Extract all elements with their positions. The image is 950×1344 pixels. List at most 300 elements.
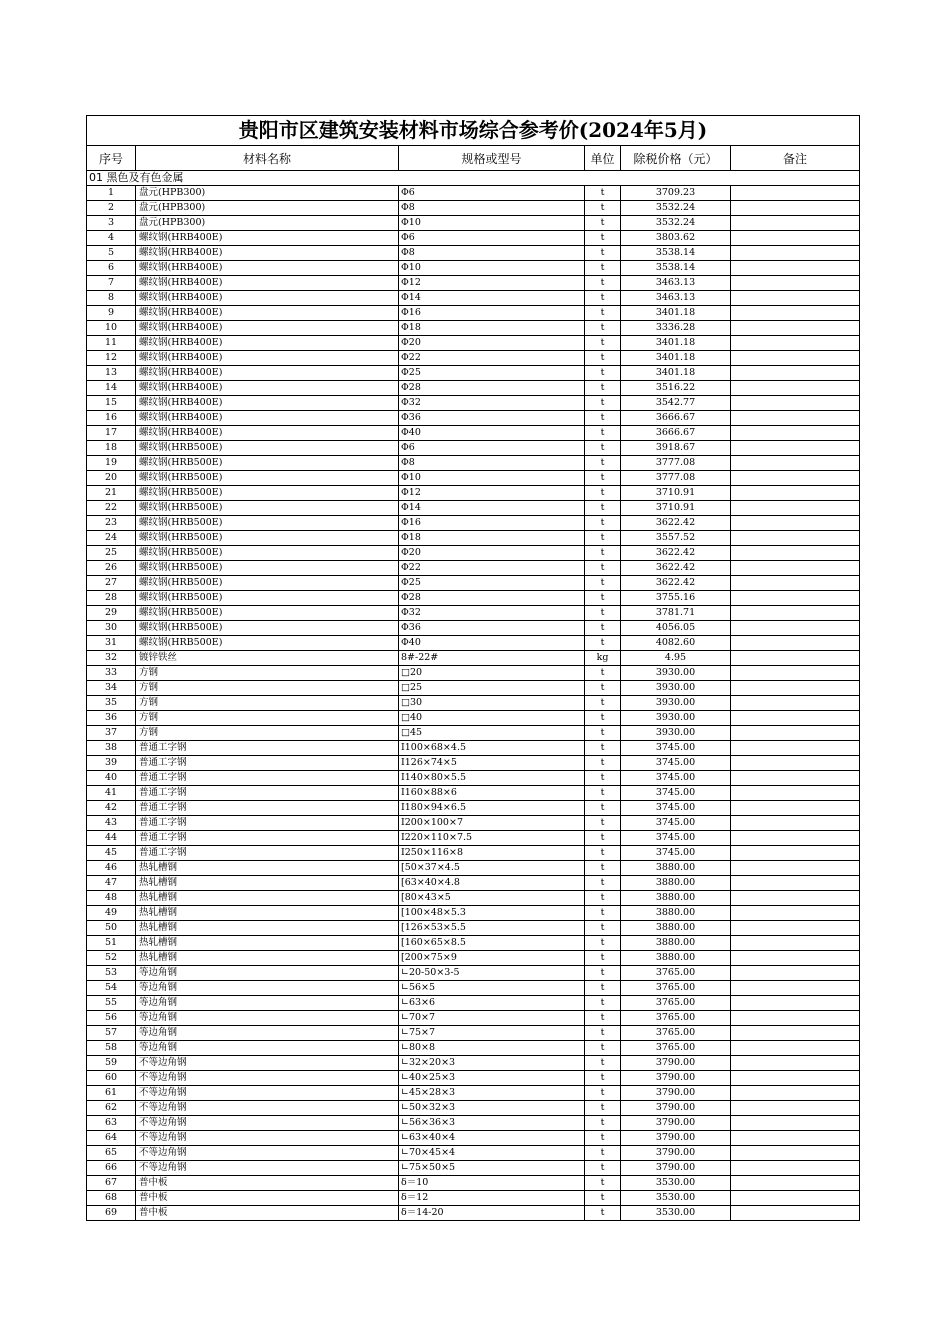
row-no: 33 (87, 666, 136, 681)
row-price: 3930.00 (621, 726, 731, 741)
row-name: 不等边角钢 (136, 1116, 399, 1131)
row-note (731, 1116, 860, 1131)
row-unit: t (585, 636, 621, 651)
row-name: 热轧槽钢 (136, 951, 399, 966)
table-row (87, 246, 860, 261)
row-spec: Φ16 (399, 516, 585, 531)
table-row (87, 801, 860, 816)
price-table (86, 115, 860, 1221)
row-note (731, 816, 860, 831)
row-spec: Φ14 (399, 501, 585, 516)
row-no: 38 (87, 741, 136, 756)
row-no: 29 (87, 606, 136, 621)
row-unit: t (585, 441, 621, 456)
row-price: 3622.42 (621, 576, 731, 591)
row-name: 螺纹钢(HRB500E) (136, 531, 399, 546)
row-no: 18 (87, 441, 136, 456)
row-no: 42 (87, 801, 136, 816)
row-spec: Φ28 (399, 591, 585, 606)
row-no: 59 (87, 1056, 136, 1071)
row-price: 3790.00 (621, 1161, 731, 1176)
row-note (731, 726, 860, 741)
row-price: 3745.00 (621, 741, 731, 756)
row-name: 螺纹钢(HRB400E) (136, 411, 399, 426)
row-no: 22 (87, 501, 136, 516)
row-spec: δ＝10 (399, 1176, 585, 1191)
row-price: 3745.00 (621, 846, 731, 861)
row-no: 9 (87, 306, 136, 321)
row-name: 普中板 (136, 1206, 399, 1221)
row-unit: t (585, 276, 621, 291)
row-spec: ∟70×45×4 (399, 1146, 585, 1161)
row-name: 镀锌铁丝 (136, 651, 399, 666)
row-spec: Φ8 (399, 246, 585, 261)
row-name: 螺纹钢(HRB400E) (136, 426, 399, 441)
row-note (731, 771, 860, 786)
row-unit: t (585, 576, 621, 591)
row-no: 51 (87, 936, 136, 951)
row-price: 3880.00 (621, 876, 731, 891)
row-unit: t (585, 1206, 621, 1221)
row-spec: Φ32 (399, 396, 585, 411)
row-note (731, 1041, 860, 1056)
row-no: 67 (87, 1176, 136, 1191)
row-no: 58 (87, 1041, 136, 1056)
row-unit: t (585, 801, 621, 816)
row-unit: t (585, 681, 621, 696)
row-price: 3538.14 (621, 261, 731, 276)
row-spec: □40 (399, 711, 585, 726)
row-name: 普通工字钢 (136, 831, 399, 846)
row-unit: t (585, 501, 621, 516)
row-no: 52 (87, 951, 136, 966)
row-name: 普中板 (136, 1191, 399, 1206)
row-name: 普通工字钢 (136, 786, 399, 801)
row-price: 3532.24 (621, 201, 731, 216)
row-no: 19 (87, 456, 136, 471)
row-name: 等边角钢 (136, 1041, 399, 1056)
row-price: 3538.14 (621, 246, 731, 261)
row-unit: t (585, 1086, 621, 1101)
row-no: 24 (87, 531, 136, 546)
row-spec: I126×74×5 (399, 756, 585, 771)
row-unit: t (585, 1116, 621, 1131)
row-unit: t (585, 456, 621, 471)
row-no: 39 (87, 756, 136, 771)
row-note (731, 531, 860, 546)
row-name: 螺纹钢(HRB500E) (136, 636, 399, 651)
row-price: 3765.00 (621, 966, 731, 981)
table-row (87, 1056, 860, 1071)
row-note (731, 681, 860, 696)
row-spec: [63×40×4.8 (399, 876, 585, 891)
row-no: 20 (87, 471, 136, 486)
row-price: 3790.00 (621, 1071, 731, 1086)
table-row (87, 1026, 860, 1041)
row-no: 35 (87, 696, 136, 711)
row-unit: t (585, 906, 621, 921)
row-unit: t (585, 321, 621, 336)
row-price: 3790.00 (621, 1101, 731, 1116)
row-price: 3880.00 (621, 951, 731, 966)
row-unit: t (585, 1146, 621, 1161)
row-spec: Φ36 (399, 411, 585, 426)
row-name: 普通工字钢 (136, 741, 399, 756)
row-unit: t (585, 336, 621, 351)
row-spec: [100×48×5.3 (399, 906, 585, 921)
row-no: 31 (87, 636, 136, 651)
table-row (87, 381, 860, 396)
row-name: 热轧槽钢 (136, 936, 399, 951)
row-unit: t (585, 216, 621, 231)
row-price: 3745.00 (621, 786, 731, 801)
row-no: 28 (87, 591, 136, 606)
table-row (87, 291, 860, 306)
row-unit: t (585, 306, 621, 321)
row-spec: I160×88×6 (399, 786, 585, 801)
table-row (87, 621, 860, 636)
table-row (87, 726, 860, 741)
row-price: 3790.00 (621, 1146, 731, 1161)
table-row (87, 396, 860, 411)
table-row (87, 186, 860, 201)
row-name: 不等边角钢 (136, 1146, 399, 1161)
row-no: 30 (87, 621, 136, 636)
row-name: 热轧槽钢 (136, 906, 399, 921)
row-price: 3790.00 (621, 1086, 731, 1101)
row-note (731, 576, 860, 591)
row-unit: t (585, 1101, 621, 1116)
table-row (87, 591, 860, 606)
row-spec: δ＝14-20 (399, 1206, 585, 1221)
row-spec: I180×94×6.5 (399, 801, 585, 816)
row-price: 3710.91 (621, 501, 731, 516)
row-unit: t (585, 396, 621, 411)
row-price: 4056.05 (621, 621, 731, 636)
row-no: 69 (87, 1206, 136, 1221)
row-note (731, 951, 860, 966)
row-price: 3777.08 (621, 456, 731, 471)
row-name: 热轧槽钢 (136, 876, 399, 891)
row-note (731, 696, 860, 711)
row-name: 普中板 (136, 1176, 399, 1191)
table-row (87, 366, 860, 381)
row-unit: t (585, 936, 621, 951)
row-spec: [126×53×5.5 (399, 921, 585, 936)
row-note (731, 381, 860, 396)
row-note (731, 501, 860, 516)
row-unit: t (585, 1071, 621, 1086)
row-price: 3530.00 (621, 1206, 731, 1221)
row-note (731, 1146, 860, 1161)
row-name: 螺纹钢(HRB500E) (136, 576, 399, 591)
row-price: 3790.00 (621, 1116, 731, 1131)
row-note (731, 366, 860, 381)
row-unit: t (585, 1026, 621, 1041)
row-note (731, 426, 860, 441)
table-row (87, 831, 860, 846)
table-row (87, 531, 860, 546)
row-no: 50 (87, 921, 136, 936)
row-unit: t (585, 876, 621, 891)
row-note (731, 1206, 860, 1221)
row-spec: ∟56×36×3 (399, 1116, 585, 1131)
row-spec: δ＝12 (399, 1191, 585, 1206)
table-row (87, 771, 860, 786)
row-no: 64 (87, 1131, 136, 1146)
table-row (87, 681, 860, 696)
row-note (731, 786, 860, 801)
row-price: 4.95 (621, 651, 731, 666)
table-row (87, 1086, 860, 1101)
table-row (87, 981, 860, 996)
row-unit: t (585, 771, 621, 786)
row-unit: t (585, 1056, 621, 1071)
table-row (87, 306, 860, 321)
table-row (87, 696, 860, 711)
row-name: 方钢 (136, 681, 399, 696)
row-no: 44 (87, 831, 136, 846)
row-price: 3401.18 (621, 336, 731, 351)
row-no: 32 (87, 651, 136, 666)
row-no: 45 (87, 846, 136, 861)
row-price: 3765.00 (621, 1041, 731, 1056)
row-spec: ∟63×6 (399, 996, 585, 1011)
row-note (731, 261, 860, 276)
row-name: 螺纹钢(HRB500E) (136, 546, 399, 561)
row-unit: t (585, 606, 621, 621)
row-unit: t (585, 996, 621, 1011)
row-name: 螺纹钢(HRB400E) (136, 396, 399, 411)
row-note (731, 861, 860, 876)
row-no: 68 (87, 1191, 136, 1206)
row-spec: Φ12 (399, 276, 585, 291)
row-spec: ∟32×20×3 (399, 1056, 585, 1071)
row-name: 普通工字钢 (136, 816, 399, 831)
row-price: 4082.60 (621, 636, 731, 651)
row-note (731, 606, 860, 621)
row-no: 34 (87, 681, 136, 696)
row-spec: Φ28 (399, 381, 585, 396)
row-unit: t (585, 291, 621, 306)
row-note (731, 306, 860, 321)
row-no: 16 (87, 411, 136, 426)
row-note (731, 801, 860, 816)
row-name: 热轧槽钢 (136, 921, 399, 936)
row-price: 3765.00 (621, 996, 731, 1011)
row-no: 27 (87, 576, 136, 591)
row-note (731, 966, 860, 981)
row-no: 40 (87, 771, 136, 786)
row-unit: t (585, 696, 621, 711)
table-row (87, 1161, 860, 1176)
row-unit: t (585, 756, 621, 771)
row-name: 不等边角钢 (136, 1086, 399, 1101)
table-row (87, 1131, 860, 1146)
table-row (87, 411, 860, 426)
row-no: 36 (87, 711, 136, 726)
row-spec: Φ40 (399, 636, 585, 651)
row-note (731, 711, 860, 726)
row-no: 60 (87, 1071, 136, 1086)
row-note (731, 486, 860, 501)
row-price: 3880.00 (621, 861, 731, 876)
row-price: 3745.00 (621, 831, 731, 846)
row-spec: Φ10 (399, 261, 585, 276)
row-spec: Φ6 (399, 441, 585, 456)
row-note (731, 561, 860, 576)
row-note (731, 831, 860, 846)
table-row (87, 906, 860, 921)
row-spec: Φ10 (399, 216, 585, 231)
row-unit: t (585, 1176, 621, 1191)
row-name: 螺纹钢(HRB500E) (136, 456, 399, 471)
row-note (731, 981, 860, 996)
row-note (731, 1101, 860, 1116)
row-name: 不等边角钢 (136, 1131, 399, 1146)
row-spec: Φ6 (399, 231, 585, 246)
row-spec: ∟20-50×3-5 (399, 966, 585, 981)
row-price: 3622.42 (621, 561, 731, 576)
row-unit: kg (585, 651, 621, 666)
row-unit: t (585, 246, 621, 261)
table-row (87, 1206, 860, 1221)
row-spec: Φ25 (399, 576, 585, 591)
row-note (731, 651, 860, 666)
table-row (87, 1101, 860, 1116)
row-name: 螺纹钢(HRB500E) (136, 621, 399, 636)
category-row (87, 171, 860, 186)
row-name: 等边角钢 (136, 996, 399, 1011)
row-spec: Φ36 (399, 621, 585, 636)
row-spec: Φ20 (399, 336, 585, 351)
row-price: 3930.00 (621, 666, 731, 681)
table-row (87, 471, 860, 486)
row-name: 不等边角钢 (136, 1161, 399, 1176)
row-note (731, 876, 860, 891)
row-note (731, 921, 860, 936)
row-spec: ∟80×8 (399, 1041, 585, 1056)
row-price: 3666.67 (621, 426, 731, 441)
row-spec: Φ22 (399, 561, 585, 576)
row-name: 不等边角钢 (136, 1071, 399, 1086)
row-price: 3781.71 (621, 606, 731, 621)
row-spec: Φ10 (399, 471, 585, 486)
row-unit: t (585, 1041, 621, 1056)
row-price: 3709.23 (621, 186, 731, 201)
table-row (87, 606, 860, 621)
row-name: 螺纹钢(HRB400E) (136, 351, 399, 366)
table-row (87, 651, 860, 666)
row-price: 3803.62 (621, 231, 731, 246)
row-name: 螺纹钢(HRB500E) (136, 606, 399, 621)
row-note (731, 756, 860, 771)
table-row (87, 1011, 860, 1026)
row-spec: ∟50×32×3 (399, 1101, 585, 1116)
row-spec: ∟70×7 (399, 1011, 585, 1026)
row-name: 螺纹钢(HRB400E) (136, 306, 399, 321)
row-no: 53 (87, 966, 136, 981)
row-price: 3463.13 (621, 276, 731, 291)
row-spec: [50×37×4.5 (399, 861, 585, 876)
row-no: 65 (87, 1146, 136, 1161)
table-row (87, 1191, 860, 1206)
row-unit: t (585, 981, 621, 996)
table-row (87, 456, 860, 471)
row-name: 等边角钢 (136, 981, 399, 996)
row-price: 3622.42 (621, 546, 731, 561)
row-name: 等边角钢 (136, 1011, 399, 1026)
row-name: 盘元(HPB300) (136, 201, 399, 216)
row-note (731, 891, 860, 906)
row-no: 14 (87, 381, 136, 396)
row-unit: t (585, 1131, 621, 1146)
row-note (731, 201, 860, 216)
row-price: 3532.24 (621, 216, 731, 231)
row-no: 5 (87, 246, 136, 261)
row-no: 3 (87, 216, 136, 231)
row-note (731, 621, 860, 636)
row-unit: t (585, 816, 621, 831)
table-row (87, 756, 860, 771)
table-row (87, 576, 860, 591)
row-unit: t (585, 366, 621, 381)
row-spec: ∟45×28×3 (399, 1086, 585, 1101)
row-spec: ∟40×25×3 (399, 1071, 585, 1086)
row-spec: □30 (399, 696, 585, 711)
row-note (731, 351, 860, 366)
row-price: 3745.00 (621, 756, 731, 771)
table-row (87, 1146, 860, 1161)
row-note (731, 231, 860, 246)
row-spec: I250×116×8 (399, 846, 585, 861)
row-unit: t (585, 411, 621, 426)
row-name: 螺纹钢(HRB400E) (136, 276, 399, 291)
row-price: 3666.67 (621, 411, 731, 426)
header-note: 备注 (731, 146, 860, 171)
row-note (731, 1071, 860, 1086)
table-row (87, 1041, 860, 1056)
row-no: 61 (87, 1086, 136, 1101)
table-body (87, 171, 860, 1221)
table-row (87, 636, 860, 651)
row-unit: t (585, 711, 621, 726)
row-price: 3930.00 (621, 696, 731, 711)
row-name: 热轧槽钢 (136, 891, 399, 906)
table-row (87, 1176, 860, 1191)
table-row (87, 441, 860, 456)
row-no: 4 (87, 231, 136, 246)
table-row (87, 321, 860, 336)
row-unit: t (585, 531, 621, 546)
row-note (731, 186, 860, 201)
row-spec: Φ8 (399, 456, 585, 471)
price-sheet (86, 115, 859, 1221)
row-name: 螺纹钢(HRB400E) (136, 261, 399, 276)
table-row (87, 876, 860, 891)
row-unit: t (585, 891, 621, 906)
row-note (731, 1131, 860, 1146)
row-name: 螺纹钢(HRB400E) (136, 321, 399, 336)
row-price: 3710.91 (621, 486, 731, 501)
row-price: 3336.28 (621, 321, 731, 336)
row-unit: t (585, 261, 621, 276)
table-row (87, 846, 860, 861)
row-name: 方钢 (136, 726, 399, 741)
row-no: 2 (87, 201, 136, 216)
row-unit: t (585, 786, 621, 801)
row-name: 螺纹钢(HRB400E) (136, 381, 399, 396)
